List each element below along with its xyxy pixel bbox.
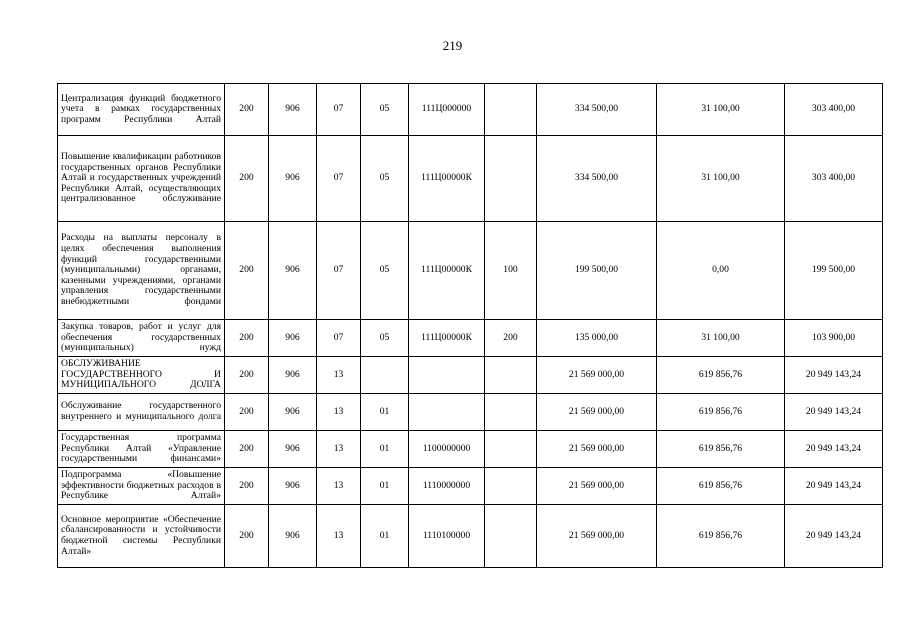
target-item-cell: 111Ц00000К xyxy=(409,136,485,222)
subsection-code-cell: 05 xyxy=(361,84,409,136)
total-cell: 20 949 143,24 xyxy=(785,394,883,431)
total-cell: 103 900,00 xyxy=(785,320,883,357)
row-name-cell: Подпрограмма «Повышение эффективности бюджетных расходов в Республике Алтай» xyxy=(58,468,225,505)
admin-code-cell: 200 xyxy=(225,222,269,320)
ministry-code-cell: 906 xyxy=(269,84,317,136)
ministry-code-cell: 906 xyxy=(269,222,317,320)
change-cell: 31 100,00 xyxy=(657,320,785,357)
ministry-code-cell: 906 xyxy=(269,320,317,357)
section-code-cell: 13 xyxy=(317,357,361,394)
change-cell: 0,00 xyxy=(657,222,785,320)
section-code-cell: 13 xyxy=(317,468,361,505)
subsection-code-cell: 05 xyxy=(361,320,409,357)
change-cell: 31 100,00 xyxy=(657,84,785,136)
subsection-code-cell: 05 xyxy=(361,222,409,320)
ministry-code-cell: 906 xyxy=(269,468,317,505)
section-code-cell: 07 xyxy=(317,320,361,357)
target-item-cell: 1110100000 xyxy=(409,505,485,568)
total-cell: 303 400,00 xyxy=(785,84,883,136)
change-cell: 619 856,76 xyxy=(657,431,785,468)
amount-cell: 21 569 000,00 xyxy=(537,468,657,505)
section-code-cell: 13 xyxy=(317,431,361,468)
subsection-code-cell: 01 xyxy=(361,394,409,431)
admin-code-cell: 200 xyxy=(225,431,269,468)
admin-code-cell: 200 xyxy=(225,320,269,357)
page-number: 219 xyxy=(442,38,463,53)
expense-type-cell xyxy=(485,431,537,468)
target-item-cell: 111Ц00000К xyxy=(409,222,485,320)
ministry-code-cell: 906 xyxy=(269,394,317,431)
section-code-cell: 07 xyxy=(317,222,361,320)
amount-cell: 334 500,00 xyxy=(537,136,657,222)
table-row xyxy=(58,222,883,320)
subsection-code-cell: 05 xyxy=(361,136,409,222)
table-row xyxy=(58,505,883,568)
admin-code-cell: 200 xyxy=(225,505,269,568)
target-item-cell: 111Ц00000К xyxy=(409,320,485,357)
section-code-cell: 13 xyxy=(317,394,361,431)
table-row xyxy=(58,431,883,468)
target-item-cell: 1100000000 xyxy=(409,431,485,468)
row-name-cell: Основное мероприятие «Обеспечение сбалансированности и устойчивости бюджетной системы Республики Алтай» xyxy=(58,505,225,568)
expense-type-cell: 200 xyxy=(485,320,537,357)
table-row xyxy=(58,357,883,394)
change-cell: 619 856,76 xyxy=(657,468,785,505)
row-name-cell: Повышение квалификации работников государственных органов Республики Алтай и государственных учреждений Республики Алтай, осуществляющих централизованное обслуживание xyxy=(58,136,225,222)
ministry-code-cell: 906 xyxy=(269,136,317,222)
expense-type-cell xyxy=(485,468,537,505)
admin-code-cell: 200 xyxy=(225,136,269,222)
ministry-code-cell: 906 xyxy=(269,431,317,468)
table-body xyxy=(58,84,883,568)
subsection-code-cell: 01 xyxy=(361,505,409,568)
amount-cell: 21 569 000,00 xyxy=(537,357,657,394)
subsection-code-cell: 01 xyxy=(361,431,409,468)
target-item-cell: 111Ц000000 xyxy=(409,84,485,136)
expense-type-cell xyxy=(485,357,537,394)
amount-cell: 199 500,00 xyxy=(537,222,657,320)
table-row xyxy=(58,136,883,222)
target-item-cell xyxy=(409,394,485,431)
amount-cell: 21 569 000,00 xyxy=(537,431,657,468)
total-cell: 20 949 143,24 xyxy=(785,357,883,394)
expense-type-cell xyxy=(485,136,537,222)
ministry-code-cell: 906 xyxy=(269,357,317,394)
row-name-cell: ОБСЛУЖИВАНИЕ ГОСУДАРСТВЕННОГО И МУНИЦИПАЛЬНОГО ДОЛГА xyxy=(58,357,225,394)
amount-cell: 21 569 000,00 xyxy=(537,394,657,431)
amount-cell: 334 500,00 xyxy=(537,84,657,136)
subsection-code-cell: 01 xyxy=(361,468,409,505)
table-row xyxy=(58,320,883,357)
row-name-cell: Закупка товаров, работ и услуг для обеспечения государственных (муниципальных) нужд xyxy=(58,320,225,357)
change-cell: 31 100,00 xyxy=(657,136,785,222)
change-cell: 619 856,76 xyxy=(657,505,785,568)
row-name-cell: Обслуживание государственного внутреннего и муниципального долга xyxy=(58,394,225,431)
amount-cell: 135 000,00 xyxy=(537,320,657,357)
row-name-cell: Государственная программа Республики Алтай «Управление государственными финансами» xyxy=(58,431,225,468)
table-row xyxy=(58,84,883,136)
row-name-cell: Централизация функций бюджетного учета в рамках государственных программ Республики Алтай xyxy=(58,84,225,136)
section-code-cell: 07 xyxy=(317,136,361,222)
table-row xyxy=(58,468,883,505)
change-cell: 619 856,76 xyxy=(657,394,785,431)
total-cell: 303 400,00 xyxy=(785,136,883,222)
admin-code-cell: 200 xyxy=(225,84,269,136)
change-cell: 619 856,76 xyxy=(657,357,785,394)
target-item-cell xyxy=(409,357,485,394)
total-cell: 199 500,00 xyxy=(785,222,883,320)
expense-type-cell xyxy=(485,394,537,431)
admin-code-cell: 200 xyxy=(225,357,269,394)
section-code-cell: 07 xyxy=(317,84,361,136)
table-row xyxy=(58,394,883,431)
ministry-code-cell: 906 xyxy=(269,505,317,568)
expense-type-cell: 100 xyxy=(485,222,537,320)
expense-type-cell xyxy=(485,505,537,568)
total-cell: 20 949 143,24 xyxy=(785,505,883,568)
row-name-cell: Расходы на выплаты персоналу в целях обеспечения выполнения функций государственными (муниципальными) органами, казенными учреждениями, органами управления государственными внебюджетными фондами xyxy=(58,222,225,320)
total-cell: 20 949 143,24 xyxy=(785,468,883,505)
budget-table xyxy=(57,83,883,568)
section-code-cell: 13 xyxy=(317,505,361,568)
target-item-cell: 1110000000 xyxy=(409,468,485,505)
admin-code-cell: 200 xyxy=(225,394,269,431)
amount-cell: 21 569 000,00 xyxy=(537,505,657,568)
admin-code-cell: 200 xyxy=(225,468,269,505)
subsection-code-cell xyxy=(361,357,409,394)
expense-type-cell xyxy=(485,84,537,136)
total-cell: 20 949 143,24 xyxy=(785,431,883,468)
